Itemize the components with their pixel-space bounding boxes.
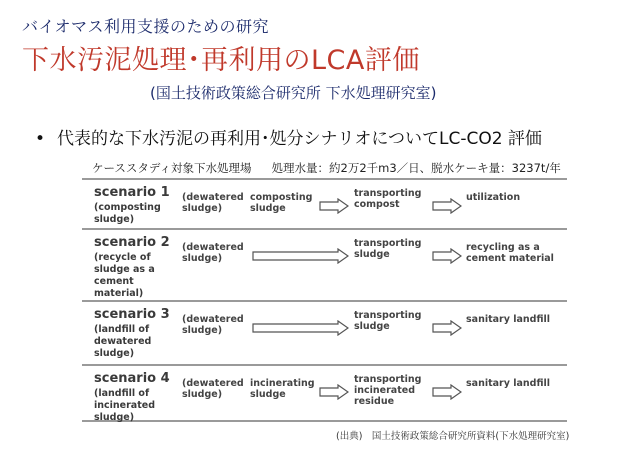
transport-step-line: transporting bbox=[354, 310, 422, 321]
scenario-description-line: sludge as a bbox=[94, 264, 155, 275]
end-use-line: cement material bbox=[466, 253, 554, 264]
treatment-step bbox=[250, 378, 315, 400]
scenario-description-line: sludge) bbox=[94, 412, 135, 423]
case-study-label: ケーススタディ対象下水処理場 bbox=[92, 161, 252, 175]
start-material-line: sludge) bbox=[182, 389, 223, 400]
transport-step bbox=[354, 188, 421, 210]
end-use-line: recycling as a bbox=[466, 242, 540, 253]
scenario-label bbox=[94, 306, 170, 360]
case-study-conditions bbox=[92, 160, 561, 176]
treatment-step bbox=[250, 192, 312, 214]
end-use bbox=[466, 192, 520, 203]
divider-rule bbox=[82, 300, 567, 302]
divider-rule bbox=[82, 364, 567, 366]
scenario-description-line: incinerated bbox=[94, 400, 155, 411]
bullet-text: 代表的な下水汚泥の再利用･処分シナリオについてLC-CO2 評価 bbox=[57, 129, 542, 149]
treatment-step-line: composting bbox=[250, 192, 313, 203]
start-material-line: sludge) bbox=[182, 203, 223, 214]
scenario-description-line: dewatered bbox=[94, 336, 152, 347]
transport-step-line: transporting bbox=[354, 188, 422, 199]
treatment-step-line: sludge bbox=[250, 203, 286, 214]
start-material bbox=[182, 192, 244, 214]
supertitle: バイオマス利用支援のための研究 bbox=[22, 17, 270, 36]
start-material-line: (dewatered bbox=[182, 192, 244, 203]
scenario-diagram bbox=[82, 178, 567, 423]
scenario-description bbox=[94, 252, 170, 300]
scenario-description bbox=[94, 388, 170, 424]
transport-step-line: transporting bbox=[354, 374, 422, 385]
start-material-line: (dewatered bbox=[182, 378, 244, 389]
end-use bbox=[466, 378, 550, 389]
transport-step-line: compost bbox=[354, 199, 400, 210]
start-material bbox=[182, 242, 244, 264]
scenario-description-line: (landfill of bbox=[94, 388, 150, 399]
bullet-marker: • bbox=[35, 129, 46, 149]
end-use bbox=[466, 314, 550, 325]
scenario-name: scenario 3 bbox=[94, 307, 170, 322]
scenario-name: scenario 1 bbox=[94, 185, 170, 200]
transport-step bbox=[354, 310, 421, 332]
scenario-description bbox=[94, 202, 170, 226]
start-material-line: (dewatered bbox=[182, 314, 244, 325]
bullet-point bbox=[35, 124, 542, 149]
scenario-description-line: (recycle of bbox=[94, 252, 151, 263]
plant-stats: 処理水量：約2万2千m3／日、脱水ケーキ量：3237t/年 bbox=[271, 161, 561, 175]
long-process-arrow bbox=[252, 320, 349, 336]
treatment-step-line: incinerating bbox=[250, 378, 315, 389]
scenario-description-line: material) bbox=[94, 288, 144, 299]
process-arrow bbox=[432, 384, 462, 400]
end-use-line: sanitary landfill bbox=[466, 314, 551, 325]
scenario-description bbox=[94, 324, 170, 360]
start-material bbox=[182, 378, 244, 400]
transport-step-line: incinerated bbox=[354, 385, 415, 396]
scenario-description-line: sludge) bbox=[94, 348, 135, 359]
transport-step bbox=[354, 374, 421, 407]
scenario-description-line: cement bbox=[94, 276, 134, 287]
process-arrow bbox=[319, 384, 349, 400]
process-arrow bbox=[432, 198, 462, 214]
start-material-line: sludge) bbox=[182, 325, 223, 336]
transport-step-line: residue bbox=[354, 396, 395, 407]
scenario-label bbox=[94, 370, 170, 424]
divider-rule bbox=[82, 178, 567, 180]
long-process-arrow bbox=[252, 248, 349, 264]
slide-subtitle: (国土技術政策総合研究所 下水処理研究室) bbox=[150, 84, 437, 102]
treatment-step-line: sludge bbox=[250, 389, 286, 400]
scenario-description-line: (composting bbox=[94, 202, 161, 213]
process-arrow bbox=[432, 320, 462, 336]
scenario-name: scenario 4 bbox=[94, 371, 170, 386]
start-material-line: (dewatered bbox=[182, 242, 244, 253]
scenario-label bbox=[94, 184, 170, 226]
end-use bbox=[466, 242, 554, 264]
end-use-line: utilization bbox=[466, 192, 521, 203]
scenario-label bbox=[94, 234, 170, 300]
scenario-name: scenario 2 bbox=[94, 235, 170, 250]
source-note: (出典) 国土技術政策総合研究所資料(下水処理研究室) bbox=[336, 431, 570, 442]
transport-step-line: transporting bbox=[354, 238, 422, 249]
transport-step-line: sludge bbox=[354, 249, 390, 260]
transport-step bbox=[354, 238, 421, 260]
start-material bbox=[182, 314, 244, 336]
process-arrow bbox=[432, 248, 462, 264]
end-use-line: sanitary landfill bbox=[466, 378, 551, 389]
slide-title: 下水汚泥処理･再利用のLCA評価 bbox=[22, 45, 420, 76]
scenario-description-line: (landfill of bbox=[94, 324, 150, 335]
start-material-line: sludge) bbox=[182, 253, 223, 264]
process-arrow bbox=[319, 198, 349, 214]
transport-step-line: sludge bbox=[354, 321, 390, 332]
scenario-description-line: sludge) bbox=[94, 214, 135, 225]
divider-rule bbox=[82, 228, 567, 230]
